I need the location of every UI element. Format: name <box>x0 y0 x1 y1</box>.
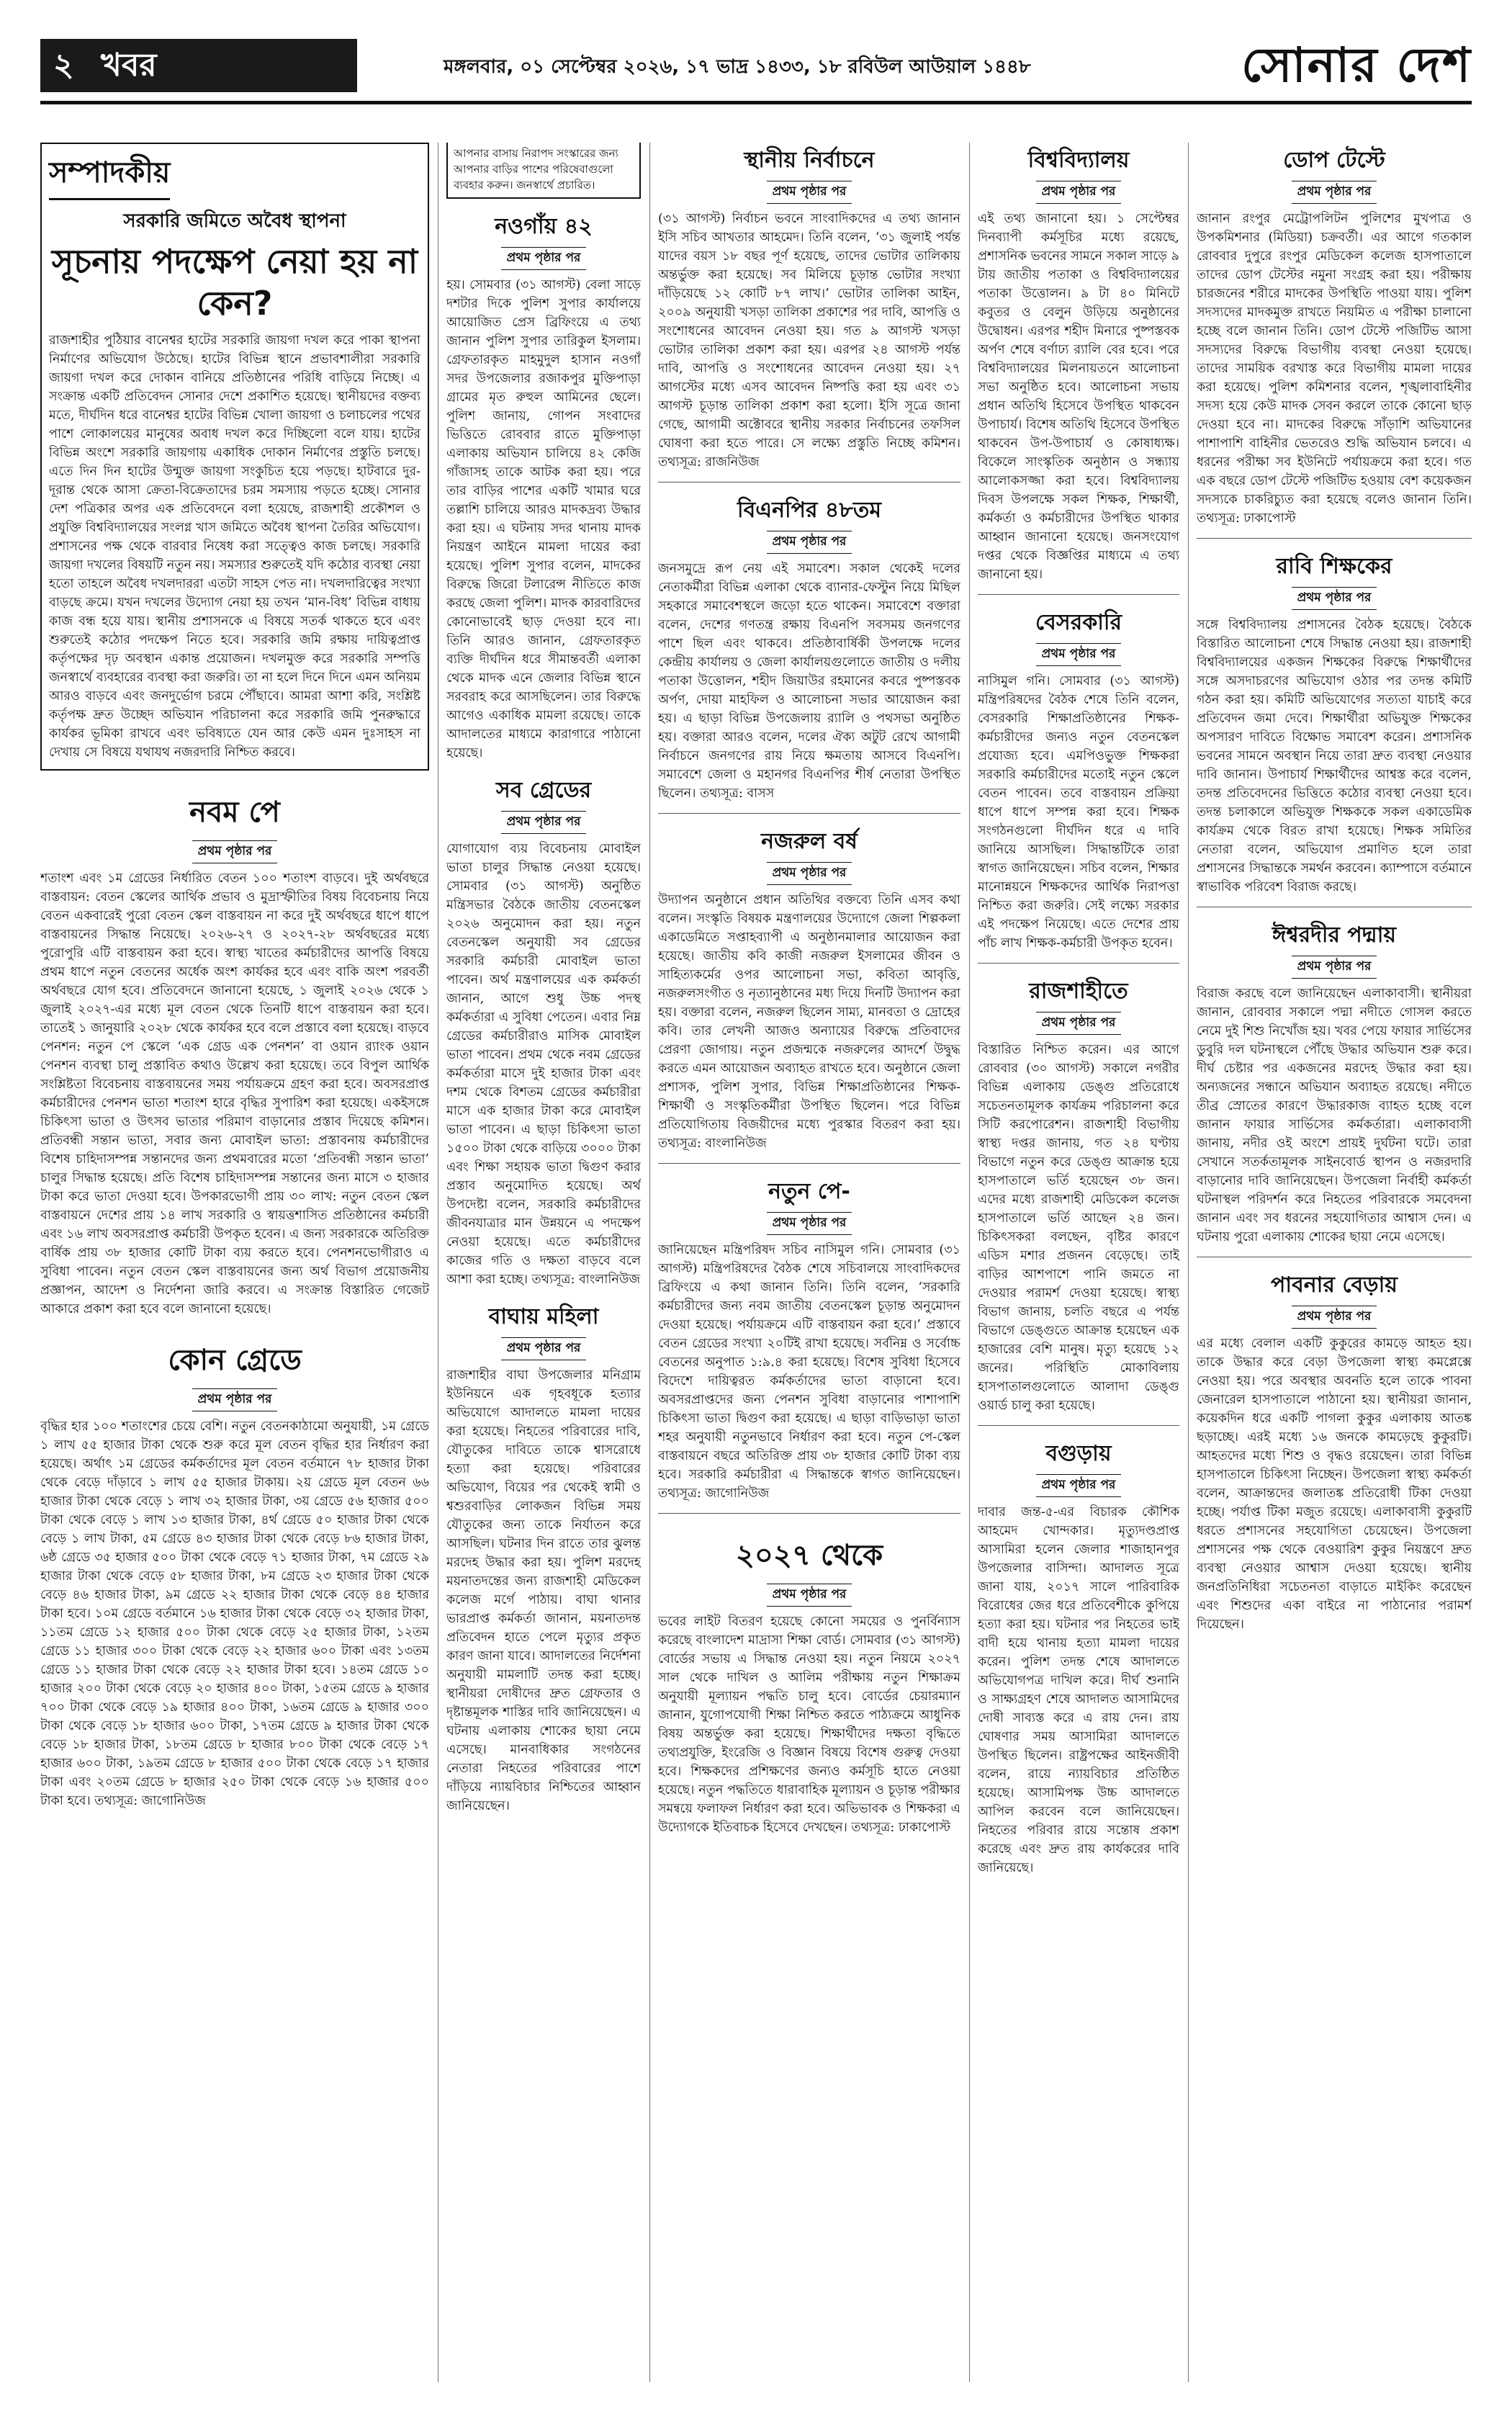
continued-label: প্রথম পৃষ্ঠার পর <box>978 181 1179 204</box>
headline-besarkari: বেসরকারি <box>1035 610 1122 635</box>
column-5 <box>1197 143 1472 2382</box>
article-body-nobom-pay: শতাংশ এবং ১ম গ্রেডের নির্ধারিত বেতন ১০০ শতাংশ বাড়বে। দুই অর্থবছরে বাস্তবায়ন: বেতন স্কেলের আর্থিক প্রভাব ও মুদ্রাস্ফীতির বিষয় বিবেচনায় নিয়ে বেতন একবারেই পুরো বেতন স্কেল বাস্তবায়ন না করে দুই অর্থবছরে ধাপে ধাপে বাস্তবায়নের সিদ্ধান্ত নিয়েছে। ২০২৬-২৭ ও ২০২৭-২৮ অর্থবছরের মধ্যে পুরোপুরি এটি বাস্তবায়ন করা হবে। স্বাস্থ্য খাতের কর্মচারীদের আপত্তি বিষয়ে প্রথম ধাপে নতুন বেতনের অর্ধেক অংশ কার্যকর হবে এবং বাকি অংশ পরবর্তী অর্থবছরে যোগ হবে। প্রতিবেদনে জানানো হয়েছে, ১ জুলাই ২০২৬ থেকে ১ জুলাই ২০২৭-এর মধ্যে মূল বেতন থেকে তিনটি ধাপে বাস্তবায়ন করা হবে। তাতেই ১ জানুয়ারি ২০২৮ থেকে কার্যকর হবে বলে প্রস্তাবে বলা হয়েছে। বাড়বে পেনশন: নতুন পে স্কেলে ‘এক গ্রেড এক পেনশন’ বা ওয়ান র‍্যাংক ওয়ান পেনশন ব্যবস্থা চালু প্রস্তাবিত কথাও উল্লেখ করা হয়েছে। তবে বিপুল আর্থিক সংশ্লিষ্টতা বিবেচনায় বাস্তবায়নের সময় পর্যায়ক্রমে গ্রহণ করা হবে। অবসরপ্রাপ্ত কর্মচারীদের পেনশন ভাতা শতাংশ হারে বৃদ্ধির সুপারিশ করা হয়েছে। একইসঙ্গে চিকিৎসা ভাতা ও উৎসব ভাতার পরিমাণ বাড়ানোর প্রস্তাব দিয়েছে কমিশন। প্রতিবন্ধী সন্তান ভাতা, সবার জন্য মোবাইল ভাতা: প্রস্তাবনায় কর্মচারীদের বিশেষ চাহিদাসম্পন্ন সন্তানদের জন্য প্রথমবারের মতো ‘প্রতিবন্ধী সন্তান ভাতা’ চালুর সিদ্ধান্ত হয়েছে। প্রতি বিশেষ চাহিদাসম্পন্ন সন্তানের জন্য মাসে ৩ হাজার টাকা করে ভাতা দেওয়া হবে। উপকারভোগী প্রায় ৩০ লাখ: নতুন বেতন স্কেল বাস্তবায়নে দেশের প্রায় ১৪ লাখ সরকারি ও স্বায়ত্তশাসিত প্রতিষ্ঠানের কর্মচারী এবং ১৬ লাখ অবসরপ্রাপ্ত কর্মচারী উপকৃত হবেন। এ জন্য সরকারকে অতিরিক্ত বার্ষিক প্রায় ৩৮ হাজার কোটি টাকা ব্যয় করতে হবে। পেনশনভোগীরাও এ সুবিধা পাবেন। নতুন বেতন স্কেল বাস্তবায়নের জন্য অর্থ বিভাগ প্রয়োজনীয় প্রজ্ঞাপন, আদেশ ও নির্দেশনা জারি করবে। এ সংক্রান্ত বিস্তারিত গেজেট আকারে প্রকাশ করা হবে বলে জানানো হয়েছে। <box>40 871 429 1316</box>
article-body-dope-test: জানান রংপুর মেট্রোপলিটন পুলিশের মুখপাত্র ও উপকমিশনার (মিডিয়া) চক্রবর্তী। এর আগে গতকাল রোববার দুপুরে রংপুর মেডিকেল কলেজ হাসপাতালে তাদের ডোপ টেস্টের নমুনা সংগ্রহ করা হয়। পরীক্ষায় চারজনের শরীরে মাদকের উপস্থিতি পাওয়া যায়। পুলিশ সদস্যদের মাদকমুক্ত রাখতে নিয়মিত এ পরীক্ষা চালানো হচ্ছে বলে জানান তিনি। ডোপ টেস্টে পজিটিভ আসা সদস্যদের বিরুদ্ধে বিভাগীয় ব্যবস্থা নেওয়া হয়েছে। তাদের সাময়িক বরখাস্ত করে বিভাগীয় মামলা দায়ের করা হয়েছে। পুলিশ কমিশনার বলেন, শৃঙ্খলাবাহিনীর সদস্য হয়ে কেউ মাদক সেবন করলে তাকে কোনো ছাড় দেওয়া হবে না। মাদকের বিরুদ্ধে সাঁড়াশি অভিযানের পাশাপাশি বাহিনীর ভেতরেও শুদ্ধি অভিযান চলবে। এ ধরনের পরীক্ষা সব ইউনিটে পর্যায়ক্রমে করা হবে। গত এক বছরে ডোপ টেস্টে পজিটিভ হওয়ায় বেশ কয়েকজন সদস্যকে চাকরিচ্যুত করা হয়েছে বলেও জানান তিনি। তথ্যসূত্র: ঢাকাপোস্ট <box>1197 212 1472 526</box>
headline-rajshahi: রাজশাহীতে <box>1029 979 1128 1004</box>
columns-area <box>40 143 1472 2382</box>
article-body-sthanio: (৩১ আগস্ট) নির্বাচন ভবনে সাংবাদিকদের এ তথ্য জানান ইসি সচিব আখতার আহমেদ। তিনি বলেন, ‘৩১ জুলাই পর্যন্ত যাদের বয়স ১৮ বছর পূর্ণ হয়েছে, তাদের ভোটার তালিকায় অন্তর্ভুক্ত করা হয়েছে। সব মিলিয়ে চূড়ান্ত ভোটার সংখ্যা দাঁড়িয়েছে ১২ কোটি ৮৭ লাখ।’ ভোটার তালিকা আইন, ২০০৯ অনুযায়ী খসড়া তালিকা প্রকাশের পর দাবি, আপত্তি ও সংশোধনের আবেদন নেওয়া হয়। গত ৯ আগস্ট খসড়া ভোটার তালিকা প্রকাশ করা হয়। এরপর ২৪ আগস্ট পর্যন্ত দাবি, আপত্তি ও সংশোধনের আবেদন নেওয়া হয়। ২৭ আগস্টের মধ্যে এসব আবেদন নিষ্পত্তি করা হয় এবং ৩১ আগস্ট চূড়ান্ত তালিকা প্রকাশ করা হলো। ইসি সূত্রে জানা গেছে, আগামী অক্টোবরে স্থানীয় সরকার নির্বাচনের তফসিল ঘোষণা করা হতে পারে। সে লক্ষ্যে প্রস্তুতি নিচ্ছে কমিশন। তথ্যসূত্র: রাজনিউজ <box>658 212 960 470</box>
column-2 <box>446 143 641 2382</box>
article-body-rajshahi: বিস্তারিত নিশ্চিত করেন। এর আগে রোববার (৩০ আগস্ট) সকালে নগরীর বিভিন্ন এলাকায় ডেঙ্গু প্রতিরোধে সচেতনতামূলক কার্যক্রম পরিচালনা করে সিটি করপোরেশন। রাজশাহী বিভাগীয় স্বাস্থ্য দপ্তর জানায়, গত ২৪ ঘণ্টায় বিভাগে নতুন করে ডেঙ্গু আক্রান্ত হয়ে হাসপাতালে ভর্তি হয়েছেন ৩৮ জন। এদের মধ্যে রাজশাহী মেডিকেল কলেজ হাসপাতালে ভর্তি আছেন ২৪ জন। চিকিৎসকরা বলছেন, বৃষ্টির কারণে এডিস মশার প্রজনন বেড়েছে। তাই বাড়ির আশপাশে পানি জমতে না দেওয়ার পরামর্শ দেওয়া হয়েছে। স্বাস্থ্য বিভাগ জানায়, চলতি বছরে এ পর্যন্ত বিভাগে ডেঙ্গুতে আক্রান্ত হয়েছেন এক হাজারের বেশি মানুষ। মৃত্যু হয়েছে ১২ জনের। পরিস্থিতি মোকাবিলায় হাসপাতালগুলোতে আলাদা ডেঙ্গু ওয়ার্ড চালু করা হয়েছে। <box>978 1043 1179 1413</box>
public-notice: আপনার বাসায় নিরাপদ সংস্কারের জন্য আপনার বাড়ির পাশের পরিষেবাগুলো ব্যবহার করুন। জনস্বার্থে প্রচারিত। <box>446 143 641 199</box>
continued-label: প্রথম পৃষ্ঠার পর <box>40 1388 429 1411</box>
headline-pabna: পাবনার বেড়ায় <box>1271 1272 1398 1298</box>
headline-nobom-pay: নবম পে <box>189 796 280 829</box>
article-body-rabi: সঙ্গে বিশ্ববিদ্যালয় প্রশাসনের বৈঠক হয়েছে। বৈঠকে বিস্তারিত আলোচনা শেষে সিদ্ধান্ত নেওয়া হয়। রাজশাহী বিশ্ববিদ্যালয়ের একজন শিক্ষকের বিরুদ্ধে শিক্ষার্থীদের সঙ্গে অসদাচরণের অভিযোগ ওঠার পর তদন্ত কমিটি গঠন করা হয়। কমিটি অভিযোগের সত্যতা যাচাই করে প্রতিবেদন জমা দেবে। শিক্ষার্থীরা অভিযুক্ত শিক্ষকের অপসারণ দাবিতে বিক্ষোভ সমাবেশ করেন। প্রশাসনিক ভবনের সামনে অবস্থান নিয়ে তারা দ্রুত ব্যবস্থা নেওয়ার দাবি জানান। উপাচার্য শিক্ষার্থীদের আশ্বস্ত করে বলেন, তদন্ত প্রতিবেদনের ভিত্তিতে কঠোর ব্যবস্থা নেওয়া হবে। তদন্ত চলাকালে অভিযুক্ত শিক্ষককে সকল একাডেমিক কার্যক্রম থেকে বিরত রাখা হয়েছে। শিক্ষক সমিতির নেতারা বলেন, অভিযোগ প্রমাণিত হলে তারা প্রশাসনের সিদ্ধান্তকে সমর্থন করবেন। ক্যাম্পাসে বর্তমানে স্বাভাবিক পরিবেশ বিরাজ করছে। <box>1197 618 1472 894</box>
continued-label: প্রথম পৃষ্ঠার পর <box>658 1212 960 1235</box>
column-4 <box>978 143 1179 2382</box>
column-divider <box>1188 143 1189 2382</box>
newspaper-logo: সোনার দেশ <box>1241 37 1472 93</box>
continued-label: প্রথম পৃষ্ঠার পর <box>658 181 960 204</box>
continued-label: প্রথম পৃষ্ঠার পর <box>658 531 960 554</box>
editorial-headline: সূচনায় পদক্ষেপ নেয়া হয় না কেন? <box>51 242 418 323</box>
article-body-ishwardi: বিরাজ করছে বলে জানিয়েছেন এলাকাবাসী। স্থানীয়রা জানান, রোববার সকালে পদ্মা নদীতে গোসল করতে নেমে দুই শিশু নিখোঁজ হয়। খবর পেয়ে ফায়ার সার্ভিসের ডুবুরি দল ঘটনাস্থলে পৌঁছে উদ্ধার অভিযান শুরু করে। দীর্ঘ চেষ্টার পর একজনের মরদেহ উদ্ধার করা হয়। অন্যজনের সন্ধানে অভিযান অব্যাহত রয়েছে। নদীতে তীব্র স্রোতের কারণে উদ্ধারকাজ ব্যাহত হচ্ছে বলে জানান ফায়ার সার্ভিসের কর্মকর্তারা। এলাকাবাসী জানায়, নদীর ওই অংশে প্রায়ই দুর্ঘটনা ঘটে। তারা সেখানে সতর্কতামূলক সাইনবোর্ড স্থাপন ও নজরদারি বাড়ানোর দাবি জানিয়েছেন। উপজেলা নির্বাহী কর্মকর্তা ঘটনাস্থল পরিদর্শন করে নিহতের পরিবারকে সমবেদনা জানান এবং সব ধরনের সহযোগিতার আশ্বাস দেন। এ ঘটনায় পুরো এলাকায় শোকের ছায়া নেমে এসেছে। <box>1197 987 1472 1244</box>
headline-2027: ২০২৭ থেকে <box>735 1539 883 1572</box>
headline-dope-test: ডোপ টেস্টে <box>1283 148 1385 173</box>
headline-university: বিশ্ববিদ্যালয় <box>1027 148 1130 173</box>
headline-kon-grade: কোন গ্রেডে <box>168 1344 302 1377</box>
continued-label: প্রথম পৃষ্ঠার পর <box>978 643 1179 666</box>
section-name: খবর <box>100 47 157 84</box>
continued-label: প্রথম পৃষ্ঠার পর <box>1197 1306 1472 1329</box>
headline-ishwardi: ঈশ্বরদীর পদ্মায় <box>1272 922 1397 948</box>
headline-nogoray: নওগাঁয় ৪২ <box>495 214 593 239</box>
article-body-nazrul: উদ্যাপন অনুষ্ঠানে প্রধান অতিথির বক্তব্যে তিনি এসব কথা বলেন। সংস্কৃতি বিষয়ক মন্ত্রণালয়ের উদ্যোগে জেলা শিল্পকলা একাডেমিতে সপ্তাহব্যাপী এ অনুষ্ঠানমালার আয়োজন করা হয়েছে। জাতীয় কবি কাজী নজরুল ইসলামের জীবন ও সাহিত্যকর্মের ওপর আলোচনা সভা, কবিতা আবৃত্তি, নজরুলসংগীত ও নৃত্যানুষ্ঠানের মধ্য দিয়ে দিনটি উদ্যাপন করা হয়। বক্তারা বলেন, নজরুল ছিলেন সাম্য, মানবতা ও দ্রোহের কবি। তার লেখনী আজও অন্যায়ের বিরুদ্ধে প্রতিবাদের প্রেরণা জোগায়। নতুন প্রজন্মকে নজরুলের আদর্শে উদ্বুদ্ধ করতে এমন আয়োজন অব্যাহত রাখতে হবে। অনুষ্ঠানে জেলা প্রশাসক, পুলিশ সুপার, বিভিন্ন শিক্ষাপ্রতিষ্ঠানের শিক্ষক-শিক্ষার্থী ও সংস্কৃতিকর্মীরা উপস্থিত ছিলেন। পরে বিভিন্ন প্রতিযোগিতায় বিজয়ীদের মধ্যে পুরস্কার বিতরণ করা হয়। তথ্যসূত্র: বাংলানিউজ <box>658 893 960 1151</box>
column-3 <box>658 143 960 2382</box>
masthead <box>40 35 1472 104</box>
article-body-bnp: জনসমুদ্রে রূপ নেয় এই সমাবেশ। সকাল থেকেই দলের নেতাকর্মীরা বিভিন্ন এলাকা থেকে ব্যানার-ফেস্টুন নিয়ে মিছিল সহকারে সমাবেশস্থলে জড়ো হতে থাকেন। সমাবেশে বক্তারা বলেন, দেশের গণতন্ত্র রক্ষায় বিএনপি সবসময় জনগণের পাশে ছিল এবং থাকবে। প্রতিষ্ঠাবার্ষিকী উপলক্ষে দলের কেন্দ্রীয় কার্যালয় ও জেলা কার্যালয়গুলোতে জাতীয় ও দলীয় পতাকা উত্তোলন, শহীদ জিয়াউর রহমানের কবরে পুষ্পস্তবক অর্পণ, দোয়া মাহফিল ও আলোচনা সভার আয়োজন করা হয়। এ ছাড়া বিভিন্ন উপজেলায় র‍্যালি ও পথসভা অনুষ্ঠিত হয়। বক্তারা আরও বলেন, দলের ঐক্য অটুট রেখে আগামী নির্বাচনে জনগণের রায় নিয়ে ক্ষমতায় আসবে বিএনপি। সমাবেশে জেলা ও মহানগর বিএনপির শীর্ষ নেতারা উপস্থিত ছিলেন। তথ্যসূত্র: বাসস <box>658 562 960 801</box>
continued-label: প্রথম পৃষ্ঠার পর <box>1197 587 1472 610</box>
divider <box>658 1163 960 1164</box>
continued-label: প্রথম পৃষ্ঠার পর <box>40 840 429 863</box>
editorial-body: রাজশাহীর পুঠিয়ার বানেশ্বর হাটের সরকারি জায়গা দখল করে পাকা স্থাপনা নির্মাণের অভিযোগ উঠেছে। হাটের বিভিন্ন স্থানে প্রভাবশালীরা সরকারি জায়গা দখল করে দোকান বানিয়ে প্রতিষ্ঠানের পরিধি বাড়িয়ে নিচ্ছে। এ সংক্রান্ত একটি প্রতিবেদন সোনার দেশে প্রকাশিত হয়েছে। স্থানীয়দের বক্তব্য মতে, দীর্ঘদিন ধরে বানেশ্বর হাটের বিভিন্ন খোলা জায়গা ও চলাচলের পথের পাশে লোকালয়ের মানুষের অবাধ দখল করে দিচ্ছিলো বলে যায়। হাটের বিভিন্ন অংশে সরকারি জায়গায় একাধিক দোকান নির্মাণের প্রস্তুতি চলছে। এতে দিন দিন হাটের উন্মুক্ত জায়গা সংকুচিত হয়ে পড়ছে। হাটবারে দুর-দূরান্ত থেকে আসা ক্রেতা-বিক্রেতাদের চরম সমস্যায় পড়তে হচ্ছে। সোনার দেশ পত্রিকার অপর এক প্রতিবেদনে বলা হয়েছে, রাজশাহী প্রকৌশল ও প্রযুক্তি বিশ্ববিদ্যালয়ের সংলগ্ন খাস জমিতে অবৈধ স্থাপনা তৈরির অভিযোগ। প্রশাসনের পক্ষ থেকে বারবার নিষেধ করা সত্ত্বেও কাজ চলছে। সরকারি জায়গা দখলের বিষয়টি নতুন নয়। সমস্যার শুরুতেই যদি কঠোর ব্যবস্থা নেয়া হতো তাহলে অবৈধ দখলদাররা এতটা সাহস পেত না। দখলদারিত্বের সংখ্যা বাড়ছে ক্রমে। যখন দখলের উদ্যোগ নেয়া হয় তখন ‘মান-বিধ’ বিভিন্ন বাধায় কাজ বন্ধ হয়ে যায়। স্থানীয় প্রশাসনকে এ বিষয়ে সতর্ক থাকতে হবে এবং শুরুতেই কঠোর পদক্ষেপ নিতে হবে। সরকারি জমি রক্ষায় দায়িত্বপ্রাপ্ত কর্তৃপক্ষের দৃঢ় অবস্থান একান্ত প্রয়োজন। দখলমুক্ত করে সরকারি সম্পত্তি জনস্বার্থে ব্যবহারের ব্যবস্থা করা জরুরি। তা না হলে দিনে দিনে এমন অনিয়ম আরও বাড়বে এবং জনদুর্ভোগ চরমে পৌঁছাবে। আমরা আশা করি, সংশ্লিষ্ট কর্তৃপক্ষ দ্রুত উচ্ছেদ অভিযান পরিচালনা করে সরকারি জমি পুনরুদ্ধারে কার্যকর ভূমিকা রাখবে এবং ভবিষ্যতে যেন আর কেউ এমন দুঃসাহস না দেখায় সে বিষয়ে যথাযথ নজরদারি নিশ্চিত করবে। <box>49 333 420 760</box>
headline-rabi: রাবি শিক্ষকের <box>1276 554 1392 579</box>
editorial-label: সম্পাদকীয় <box>49 150 170 200</box>
continued-label: প্রথম পৃষ্ঠার পর <box>446 1337 641 1360</box>
divider <box>658 813 960 814</box>
article-body-2027: ভবের লাইট বিতরণ হয়েছে কোনো সময়ের ও পুনর্বিন্যাস করেছে বাংলাদেশ মাদ্রাসা শিক্ষা বোর্ড। সোমবার (৩১ আগস্ট) বোর্ডের সভায় এ সিদ্ধান্ত নেওয়া হয়। নতুন নিয়মে ২০২৭ সাল থেকে দাখিল ও আলিম পরীক্ষায় নতুন শিক্ষাক্রম অনুযায়ী মূল্যায়ন পদ্ধতি চালু হবে। বোর্ডের চেয়ারম্যান জানান, যুগোপযোগী শিক্ষা নিশ্চিত করতে পাঠ্যক্রমে আধুনিক বিষয় অন্তর্ভুক্ত করা হয়েছে। শিক্ষার্থীদের দক্ষতা বৃদ্ধিতে তথ্যপ্রযুক্তি, ইংরেজি ও বিজ্ঞান বিষয়ে বিশেষ গুরুত্ব দেওয়া হবে। শিক্ষকদের প্রশিক্ষণের জন্যও কর্মসূচি হাতে নেওয়া হয়েছে। নতুন পদ্ধতিতে ধারাবাহিক মূল্যায়ন ও চূড়ান্ত পরীক্ষার সমন্বয়ে ফলাফল নির্ধারণ করা হবে। অভিভাবক ও শিক্ষকরা এ উদ্যোগকে ইতিবাচক হিসেবে দেখছেন। তথ্যসূত্র: ঢাকাপোস্ট <box>658 1615 960 1835</box>
column-1 <box>40 143 429 2382</box>
continued-label: প্রথম পৃষ্ঠার পর <box>446 247 641 270</box>
headline-sob-grade: সব গ্রেডের <box>495 778 592 803</box>
continued-label: প্রথম পৃষ্ঠার পর <box>978 1474 1179 1497</box>
article-body-pabna: এর মধ্যে বেলাল একটি কুকুরের কামড়ে আহত হয়। তাকে উদ্ধার করে বেড়া উপজেলা স্বাস্থ্য কমপ্লেক্সে নেওয়া হয়। পরে অবস্থার অবনতি হলে তাকে পাবনা জেনারেল হাসপাতালে পাঠানো হয়। স্থানীয়রা জানান, কয়েকদিন ধরে একটি পাগলা কুকুর এলাকায় আতঙ্ক ছড়াচ্ছে। এরই মধ্যে ১৬ জনকে কামড়েছে কুকুরটি। আহতদের মধ্যে শিশু ও বৃদ্ধও রয়েছেন। তারা বিভিন্ন হাসপাতালে চিকিৎসা নিচ্ছেন। উপজেলা স্বাস্থ্য কর্মকর্তা বলেন, আক্রান্তদের জলাতঙ্ক প্রতিরোধী টিকা দেওয়া হচ্ছে। পর্যাপ্ত টিকা মজুত রয়েছে। এলাকাবাসী কুকুরটি ধরতে প্রশাসনের সহযোগিতা চেয়েছেন। উপজেলা প্রশাসনের পক্ষ থেকে বেওয়ারিশ কুকুর নিয়ন্ত্রণে দ্রুত ব্যবস্থা নেওয়ার আশ্বাস দেওয়া হয়েছে। স্থানীয় জনপ্রতিনিধিরা সচেতনতা বাড়াতে মাইকিং করেছেন এবং শিশুদের একা বাইরে না পাঠানোর পরামর্শ দিয়েছেন। <box>1197 1337 1472 1632</box>
page-number: ২ <box>53 47 74 84</box>
newspaper-page <box>0 35 1512 2411</box>
continued-label: প্রথম পৃষ্ঠার পর <box>446 811 641 834</box>
headline-sthanio: স্থানীয় নির্বাচনে <box>744 148 875 173</box>
divider <box>658 1513 960 1514</box>
article-body-besarkari: নাসিমুল গনি। সোমবার (৩১ আগস্ট) মন্ত্রিপরিষদের বৈঠক শেষে তিনি বলেন, বেসরকারি শিক্ষাপ্রতিষ্ঠানের শিক্ষক-কর্মচারীদের জন্যও নতুন বেতনস্কেল প্রযোজ্য হবে। এমপিওভুক্ত শিক্ষকরা সরকারি কর্মচারীদের মতোই নতুন স্কেলে বেতন পাবেন। তবে বাস্তবায়ন প্রক্রিয়া ধাপে ধাপে সম্পন্ন করা হবে। শিক্ষক সংগঠনগুলো দীর্ঘদিন ধরে এ দাবি জানিয়ে আসছিল। সিদ্ধান্তটিকে তারা স্বাগত জানিয়েছেন। সচিব বলেন, শিক্ষার মানোন্নয়নে শিক্ষকদের আর্থিক নিরাপত্তা নিশ্চিত করা জরুরি। সেই লক্ষ্যে সরকার এই পদক্ষেপ নিয়েছে। এতে দেশের প্রায় পাঁচ লাখ শিক্ষক-কর্মচারী উপকৃত হবেন। <box>978 674 1179 951</box>
continued-label: প্রথম পৃষ্ঠার পর <box>658 1584 960 1607</box>
article-body-bogura: দাবার জন্ত-৫-এর বিচারক কৌশিক আহমেদ খোন্দকার। মৃত্যুদণ্ডপ্রাপ্ত আসামিরা হলেন জেলার শাজাহানপুর উপজেলার বাসিন্দা। আদালত সূত্রে জানা যায়, ২০১৭ সালে পারিবারিক বিরোধের জের ধরে প্রতিবেশীকে কুপিয়ে হত্যা করা হয়। ঘটনার পর নিহতের ভাই বাদী হয়ে থানায় হত্যা মামলা দায়ের করেন। পুলিশ তদন্ত শেষে আদালতে অভিযোগপত্র দাখিল করে। দীর্ঘ শুনানি ও সাক্ষ্যগ্রহণ শেষে আদালত আসামিদের দোষী সাব্যস্ত করে এ রায় দেন। রায় ঘোষণার সময় আসামিরা আদালতে উপস্থিত ছিলেন। রাষ্ট্রপক্ষের আইনজীবী বলেন, রায়ে ন্যায়বিচার প্রতিষ্ঠিত হয়েছে। আসামিপক্ষ উচ্চ আদালতে আপিল করবেন বলে জানিয়েছেন। নিহতের পরিবার রায়ে সন্তোষ প্রকাশ করেছে এবং দ্রুত রায় কার্যকরের দাবি জানিয়েছে। <box>978 1505 1179 1875</box>
continued-label: প্রথম পৃষ্ঠার পর <box>658 862 960 885</box>
issue-date: মঙ্গলবার, ০১ সেপ্টেম্বর ২০২৬, ১৭ ভাদ্র ১৪৩৩, ১৮ রবিউল আউয়াল ১৪৪৮ <box>444 56 1031 78</box>
headline-notun-pay: নতুন পে- <box>768 1179 850 1204</box>
column-divider <box>649 143 650 2382</box>
editorial-box <box>40 143 429 771</box>
divider <box>978 594 1179 595</box>
article-body-university: এই তথ্য জানানো হয়। ১ সেপ্টেম্বর দিনব্যাপী কর্মসূচির মধ্যে রয়েছে, প্রশাসনিক ভবনের সামনে সকাল সাড়ে ৯ টায় জাতীয় পতাকা ও বিশ্ববিদ্যালয়ের পতাকা উত্তোলন। ৯ টা ৪০ মিনিটে কবুতর ও বেলুন উড়িয়ে অনুষ্ঠানের উদ্বোধন। এরপর শহীদ মিনারে পুষ্পস্তবক অর্পণ শেষে বর্ণাঢ্য র‍্যালি বের হবে। পরে বিশ্ববিদ্যালয়ের মিলনায়তনে আলোচনা সভা অনুষ্ঠিত হবে। আলোচনা সভায় প্রধান অতিথি হিসেবে উপস্থিত থাকবেন উপাচার্য। বিশেষ অতিথি হিসেবে উপস্থিত থাকবেন উপ-উপাচার্য ও কোষাধ্যক্ষ। বিকেলে সাংস্কৃতিক অনুষ্ঠান ও সন্ধ্যায় আলোকসজ্জা করা হবে। বিশ্ববিদ্যালয় দিবস উপলক্ষে সকল শিক্ষক, শিক্ষার্থী, কর্মকর্তা ও কর্মচারীদের উপস্থিত থাকার আহ্বান জানানো হয়েছে। জনসংযোগ দপ্তর থেকে বিজ্ঞপ্তির মাধ্যমে এ তথ্য জানানো হয়। <box>978 212 1179 582</box>
headline-bnp: বিএনপির ৪৮তম <box>737 498 881 523</box>
headline-bagmara: বাঘায় মহিলা <box>488 1304 599 1329</box>
continued-label: প্রথম পৃষ্ঠার পর <box>978 1012 1179 1035</box>
divider <box>978 963 1179 964</box>
article-body-sob-grade: যোগাযোগ ব্যয় বিবেচনায় মোবাইল ভাতা চালুর সিদ্ধান্ত নেওয়া হয়েছে। সোমবার (৩১ আগস্ট) অনুষ্ঠিত মন্ত্রিসভার বৈঠকে জাতীয় বেতনস্কেল ২০২৬ অনুমোদন করা হয়। নতুন বেতনস্কেল অনুযায়ী সব গ্রেডের সরকারি কর্মচারী মোবাইল ভাতা পাবেন। অর্থ মন্ত্রণালয়ের এক কর্মকর্তা জানান, আগে শুধু উচ্চ পদস্থ কর্মকর্তারা এ সুবিধা পেতেন। এবার নিম্ন গ্রেডের কর্মচারীরাও মাসিক মোবাইল ভাতা পাবেন। প্রথম থেকে নবম গ্রেডের কর্মকর্তারা মাসে দুই হাজার টাকা এবং দশম থেকে বিশতম গ্রেডের কর্মচারীরা মাসে এক হাজার টাকা করে মোবাইল ভাতা পাবেন। এ ছাড়া চিকিৎসা ভাতা ১৫০০ টাকা থেকে বাড়িয়ে ৩০০০ টাকা এবং শিক্ষা সহায়ক ভাতা দ্বিগুণ করার প্রস্তাব অনুমোদিত হয়েছে। অর্থ উপদেষ্টা বলেন, সরকারি কর্মচারীদের জীবনযাত্রার মান উন্নয়নে এ পদক্ষেপ নেওয়া হয়েছে। এতে কর্মচারীদের কাজের গতি ও দক্ষতা বাড়বে বলে আশা করা হচ্ছে। তথ্যসূত্র: বাংলানিউজ <box>446 842 641 1287</box>
headline-nazrul: নজরুল বর্ষ <box>761 829 858 854</box>
continued-label: প্রথম পৃষ্ঠার পর <box>1197 181 1472 204</box>
continued-label: প্রথম পৃষ্ঠার পর <box>1197 956 1472 979</box>
divider <box>1197 538 1472 539</box>
article-body-nogoray: হয়। সোমবার (৩১ আগস্ট) বেলা সাড়ে দশটার দিকে পুলিশ সুপার কার্যালয়ে আয়োজিত প্রেস ব্রিফিংয়ে এ তথ্য জানান পুলিশ সুপার তারিকুল ইসলাম। গ্রেফতারকৃত মাহমুদুল হাসান নওগাঁ সদর উপজেলার রজাকপুর মুক্তিপাড়া গ্রামের মৃত রুহুল আমিনের ছেলে। পুলিশ জানায়, গোপন সংবাদের ভিত্তিতে রোববার রাতে মুক্তিপাড়া এলাকায় অভিযান চালিয়ে ৪২ কেজি গাঁজাসহ তাকে আটক করা হয়। পরে তার বাড়ির পাশের একটি খামার ঘরে তল্লাশি চালিয়ে আরও মাদকদ্রব্য উদ্ধার করা হয়। এ ঘটনায় সদর থানায় মাদক নিয়ন্ত্রণ আইনে মামলা দায়ের করা হয়েছে। পুলিশ সুপার বলেন, মাদকের বিরুদ্ধে জিরো টলারেন্স নীতিতে কাজ করছে জেলা পুলিশ। মাদক কারবারিদের কোনোভাবেই ছাড় দেওয়া হবে না। তিনি আরও জানান, গ্রেফতারকৃত ব্যক্তি দীর্ঘদিন ধরে সীমান্তবর্তী এলাকা থেকে মাদক এনে জেলার বিভিন্ন স্থানে সরবরাহ করে আসছিলেন। তার বিরুদ্ধে আগেও একাধিক মামলা রয়েছে। তাকে আদালতের মাধ্যমে কারাগারে পাঠানো হয়েছে। <box>446 278 641 760</box>
article-body-kon-grade: বৃদ্ধির হার ১০০ শতাংশের চেয়ে বেশি। নতুন বেতনকাঠামো অনুযায়ী, ১ম গ্রেডে ১ লাখ ৫৫ হাজার টাকা থেকে শুরু করে মূল বেতন বৃদ্ধির হার নির্ধারণ করা হয়েছে। অর্থাৎ ১ম গ্রেডের কর্মকর্তাদের মূল বেতন বর্তমানে ৭৮ হাজার টাকা থেকে বেড়ে দাঁড়াবে ১ লাখ ৫৫ হাজার টাকায়। ২য় গ্রেডে মূল বেতন ৬৬ হাজার টাকা থেকে বেড়ে ১ লাখ ৩২ হাজার টাকা, ৩য় গ্রেডে ৫৬ হাজার ৫০০ টাকা থেকে বেড়ে ১ লাখ ১৩ হাজার টাকা, ৪র্থ গ্রেডে ৫০ হাজার টাকা থেকে বেড়ে ১ লাখ টাকা, ৫ম গ্রেডে ৪৩ হাজার টাকা থেকে বেড়ে ৮৬ হাজার টাকা, ৬ষ্ঠ গ্রেডে ৩৫ হাজার ৫০০ টাকা থেকে বেড়ে ৭১ হাজার টাকা, ৭ম গ্রেডে ২৯ হাজার টাকা থেকে বেড়ে ৫৮ হাজার টাকা, ৮ম গ্রেডে ২৩ হাজার টাকা থেকে বেড়ে ৪৬ হাজার টাকা, ৯ম গ্রেডে ২২ হাজার টাকা থেকে বেড়ে ৪৪ হাজার টাকা হবে। ১০ম গ্রেডে বর্তমানে ১৬ হাজার টাকা থেকে বেড়ে ৩২ হাজার টাকা, ১১তম গ্রেডে ১২ হাজার ৫০০ টাকা থেকে বেড়ে ২৫ হাজার টাকা, ১২তম গ্রেডে ১১ হাজার ৩০০ টাকা থেকে বেড়ে ২২ হাজার ৬০০ টাকা এবং ১৩তম গ্রেডে ১১ হাজার টাকা থেকে বেড়ে ২২ হাজার টাকা হবে। ১৪তম গ্রেডে ১০ হাজার ২০০ টাকা থেকে বেড়ে ২০ হাজার ৪০০ টাকা, ১৫তম গ্রেডে ৯ হাজার ৭০০ টাকা থেকে বেড়ে ১৯ হাজার ৪০০ টাকা, ১৬তম গ্রেডে ৯ হাজার ৩০০ টাকা থেকে বেড়ে ১৮ হাজার ৬০০ টাকা, ১৭তম গ্রেডে ৯ হাজার টাকা থেকে বেড়ে ১৮ হাজার টাকা, ১৮তম গ্রেডে ৮ হাজার ৮০০ টাকা থেকে বেড়ে ১৭ হাজার ৬০০ টাকা, ১৯তম গ্রেডে ৮ হাজার ৫০০ টাকা থেকে বেড়ে ১৭ হাজার টাকা এবং ২০তম গ্রেডে ৮ হাজার ২৫০ টাকা থেকে বেড়ে ১৬ হাজার ৫০০ টাকা হবে। তথ্যসূত্র: জাগোনিউজ <box>40 1419 429 1808</box>
article-body-bagmara: রাজশাহীর বাঘা উপজেলার মনিগ্রাম ইউনিয়নে এক গৃহবধূকে হত্যার অভিযোগে আদালতে মামলা দায়ের করা হয়েছে। নিহতের পরিবারের দাবি, যৌতুকের দাবিতে তাকে শ্বাসরোধে হত্যা করা হয়েছে। পরিবারের অভিযোগ, বিয়ের পর থেকেই স্বামী ও শ্বশুরবাড়ির লোকজন বিভিন্ন সময় যৌতুকের জন্য তাকে নির্যাতন করে আসছিল। ঘটনার দিন রাতে তার ঝুলন্ত মরদেহ উদ্ধার করা হয়। পুলিশ মরদেহ ময়নাতদন্তের জন্য রাজশাহী মেডিকেল কলেজ মর্গে পাঠায়। বাঘা থানার ভারপ্রাপ্ত কর্মকর্তা জানান, ময়নাতদন্ত প্রতিবেদন হাতে পেলে মৃত্যুর প্রকৃত কারণ জানা যাবে। আদালতের নির্দেশনা অনুযায়ী মামলাটি তদন্ত করা হচ্ছে। স্থানীয়রা দোষীদের দ্রুত গ্রেফতার ও দৃষ্টান্তমূলক শাস্তির দাবি জানিয়েছেন। এ ঘটনায় এলাকায় শোকের ছায়া নেমে এসেছে। মানবাধিকার সংগঠনের নেতারা নিহতের পরিবারের পাশে দাঁড়িয়ে ন্যায়বিচার নিশ্চিতের আহ্বান জানিয়েছেন। <box>446 1368 641 1813</box>
page-label <box>40 39 357 92</box>
headline-bogura: বগুড়ায় <box>1045 1441 1112 1466</box>
editorial-kicker: সরকারি জমিতে অবৈধ স্থাপনা <box>123 210 346 232</box>
column-divider <box>969 143 970 2382</box>
divider <box>978 1425 1179 1426</box>
article-body-notun-pay: জানিয়েছেন মন্ত্রিপরিষদ সচিব নাসিমুল গনি। সোমবার (৩১ আগস্ট) মন্ত্রিপরিষদের বৈঠক শেষে সচিবালয়ে সাংবাদিকদের ব্রিফিংয়ে এ কথা জানান তিনি। তিনি বলেন, ‘সরকারি কর্মচারীদের জন্য নবম জাতীয় বেতনস্কেল চূড়ান্ত অনুমোদন দেওয়া হয়েছে। পর্যায়ক্রমে এটি বাস্তবায়ন করা হবে।’ প্রস্তাবে বেতন গ্রেডের সংখ্যা ২০টিই রাখা হয়েছে। সর্বনিম্ন ও সর্বোচ্চ বেতনের অনুপাত ১:৯.৪ করা হয়েছে। বিশেষ সুবিধা হিসেবে বিদেশে দায়িত্বরত কর্মকর্তাদের ভাতা বাড়ানো হবে। অবসরপ্রাপ্তদের জন্য পেনশন সুবিধা বাড়ানোর পাশাপাশি চিকিৎসা ভাতা দ্বিগুণ করা হয়েছে। এ ছাড়া বাড়িভাড়া ভাতা শহর অনুযায়ী নতুনভাবে নির্ধারণ করা হবে। নতুন পে-স্কেল বাস্তবায়নে বছরে অতিরিক্ত প্রায় ৩৮ হাজার কোটি টাকা ব্যয় হবে। সরকারি কর্মচারীরা এ সিদ্ধান্তকে স্বাগত জানিয়েছেন। তথ্যসূত্র: জাগোনিউজ <box>658 1243 960 1501</box>
